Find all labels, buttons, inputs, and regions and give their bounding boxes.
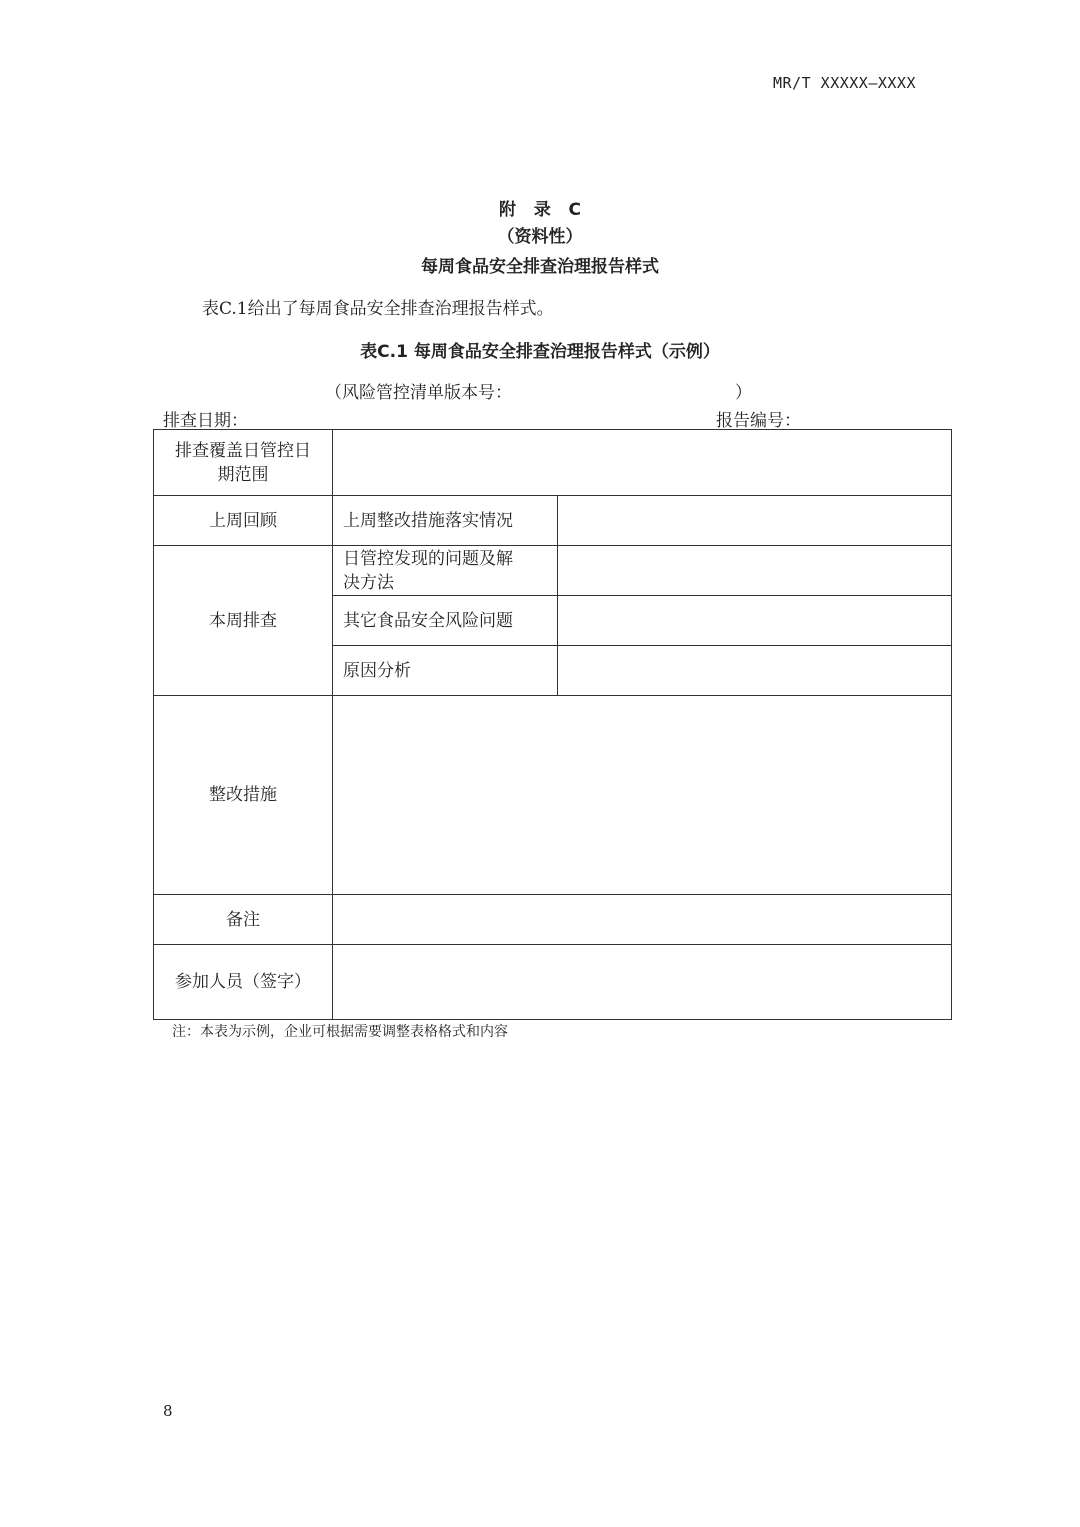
this-week-value-cell[interactable]: [558, 646, 952, 696]
intro-paragraph: 表C.1给出了每周食品安全排查治理报告样式。: [202, 299, 554, 319]
table-caption: 表C.1 每周食品安全排查治理报告样式（示例）: [360, 342, 720, 362]
table-row: [154, 496, 952, 546]
annex-name: 每周食品安全排查治理报告样式: [421, 257, 659, 277]
table-row: [154, 895, 952, 945]
report-number-label: 报告编号：: [716, 411, 801, 431]
this-week-value-cell[interactable]: [558, 596, 952, 646]
check-date-label: 排查日期：: [163, 411, 248, 431]
this-week-label: 本周排查: [154, 546, 333, 696]
remark-label: 备注: [154, 895, 333, 945]
coverage-label: 排查覆盖日管控日期范围: [154, 430, 333, 496]
rectify-value-cell[interactable]: [333, 696, 952, 895]
version-close: ）: [735, 383, 752, 403]
this-week-value-cell[interactable]: [558, 546, 952, 596]
table-row: [154, 546, 952, 596]
last-week-label: 上周回顾: [154, 496, 333, 546]
participants-label: 参加人员（签字）: [154, 945, 333, 1020]
standard-number: MR/T XXXXX—XXXX: [773, 74, 916, 92]
table-note: 注：本表为示例，企业可根据需要调整表格格式和内容: [172, 1024, 508, 1040]
version-label: （风险管控清单版本号：: [325, 383, 512, 403]
table-row: [154, 430, 952, 496]
this-week-item: 其它食品安全风险问题: [333, 596, 558, 646]
last-week-item: 上周整改措施落实情况: [333, 496, 558, 546]
participants-value-cell[interactable]: [333, 945, 952, 1020]
annex-type: （资料性）: [497, 227, 583, 247]
this-week-item: 日管控发现的问题及解决方法: [333, 546, 558, 596]
annex-title-part: 录: [533, 200, 551, 220]
report-table: [153, 429, 952, 1020]
this-week-item: 原因分析: [333, 646, 558, 696]
page-number: 8: [163, 1402, 173, 1420]
table-row: [154, 696, 952, 895]
annex-title-part: 附: [498, 200, 516, 220]
remark-value-cell[interactable]: [333, 895, 952, 945]
table-row: [154, 945, 952, 1020]
last-week-value-cell[interactable]: [558, 496, 952, 546]
rectify-label: 整改措施: [154, 696, 333, 895]
annex-title: [0, 195, 1080, 220]
annex-title-part: C: [568, 200, 581, 220]
coverage-value-cell[interactable]: [333, 430, 952, 496]
